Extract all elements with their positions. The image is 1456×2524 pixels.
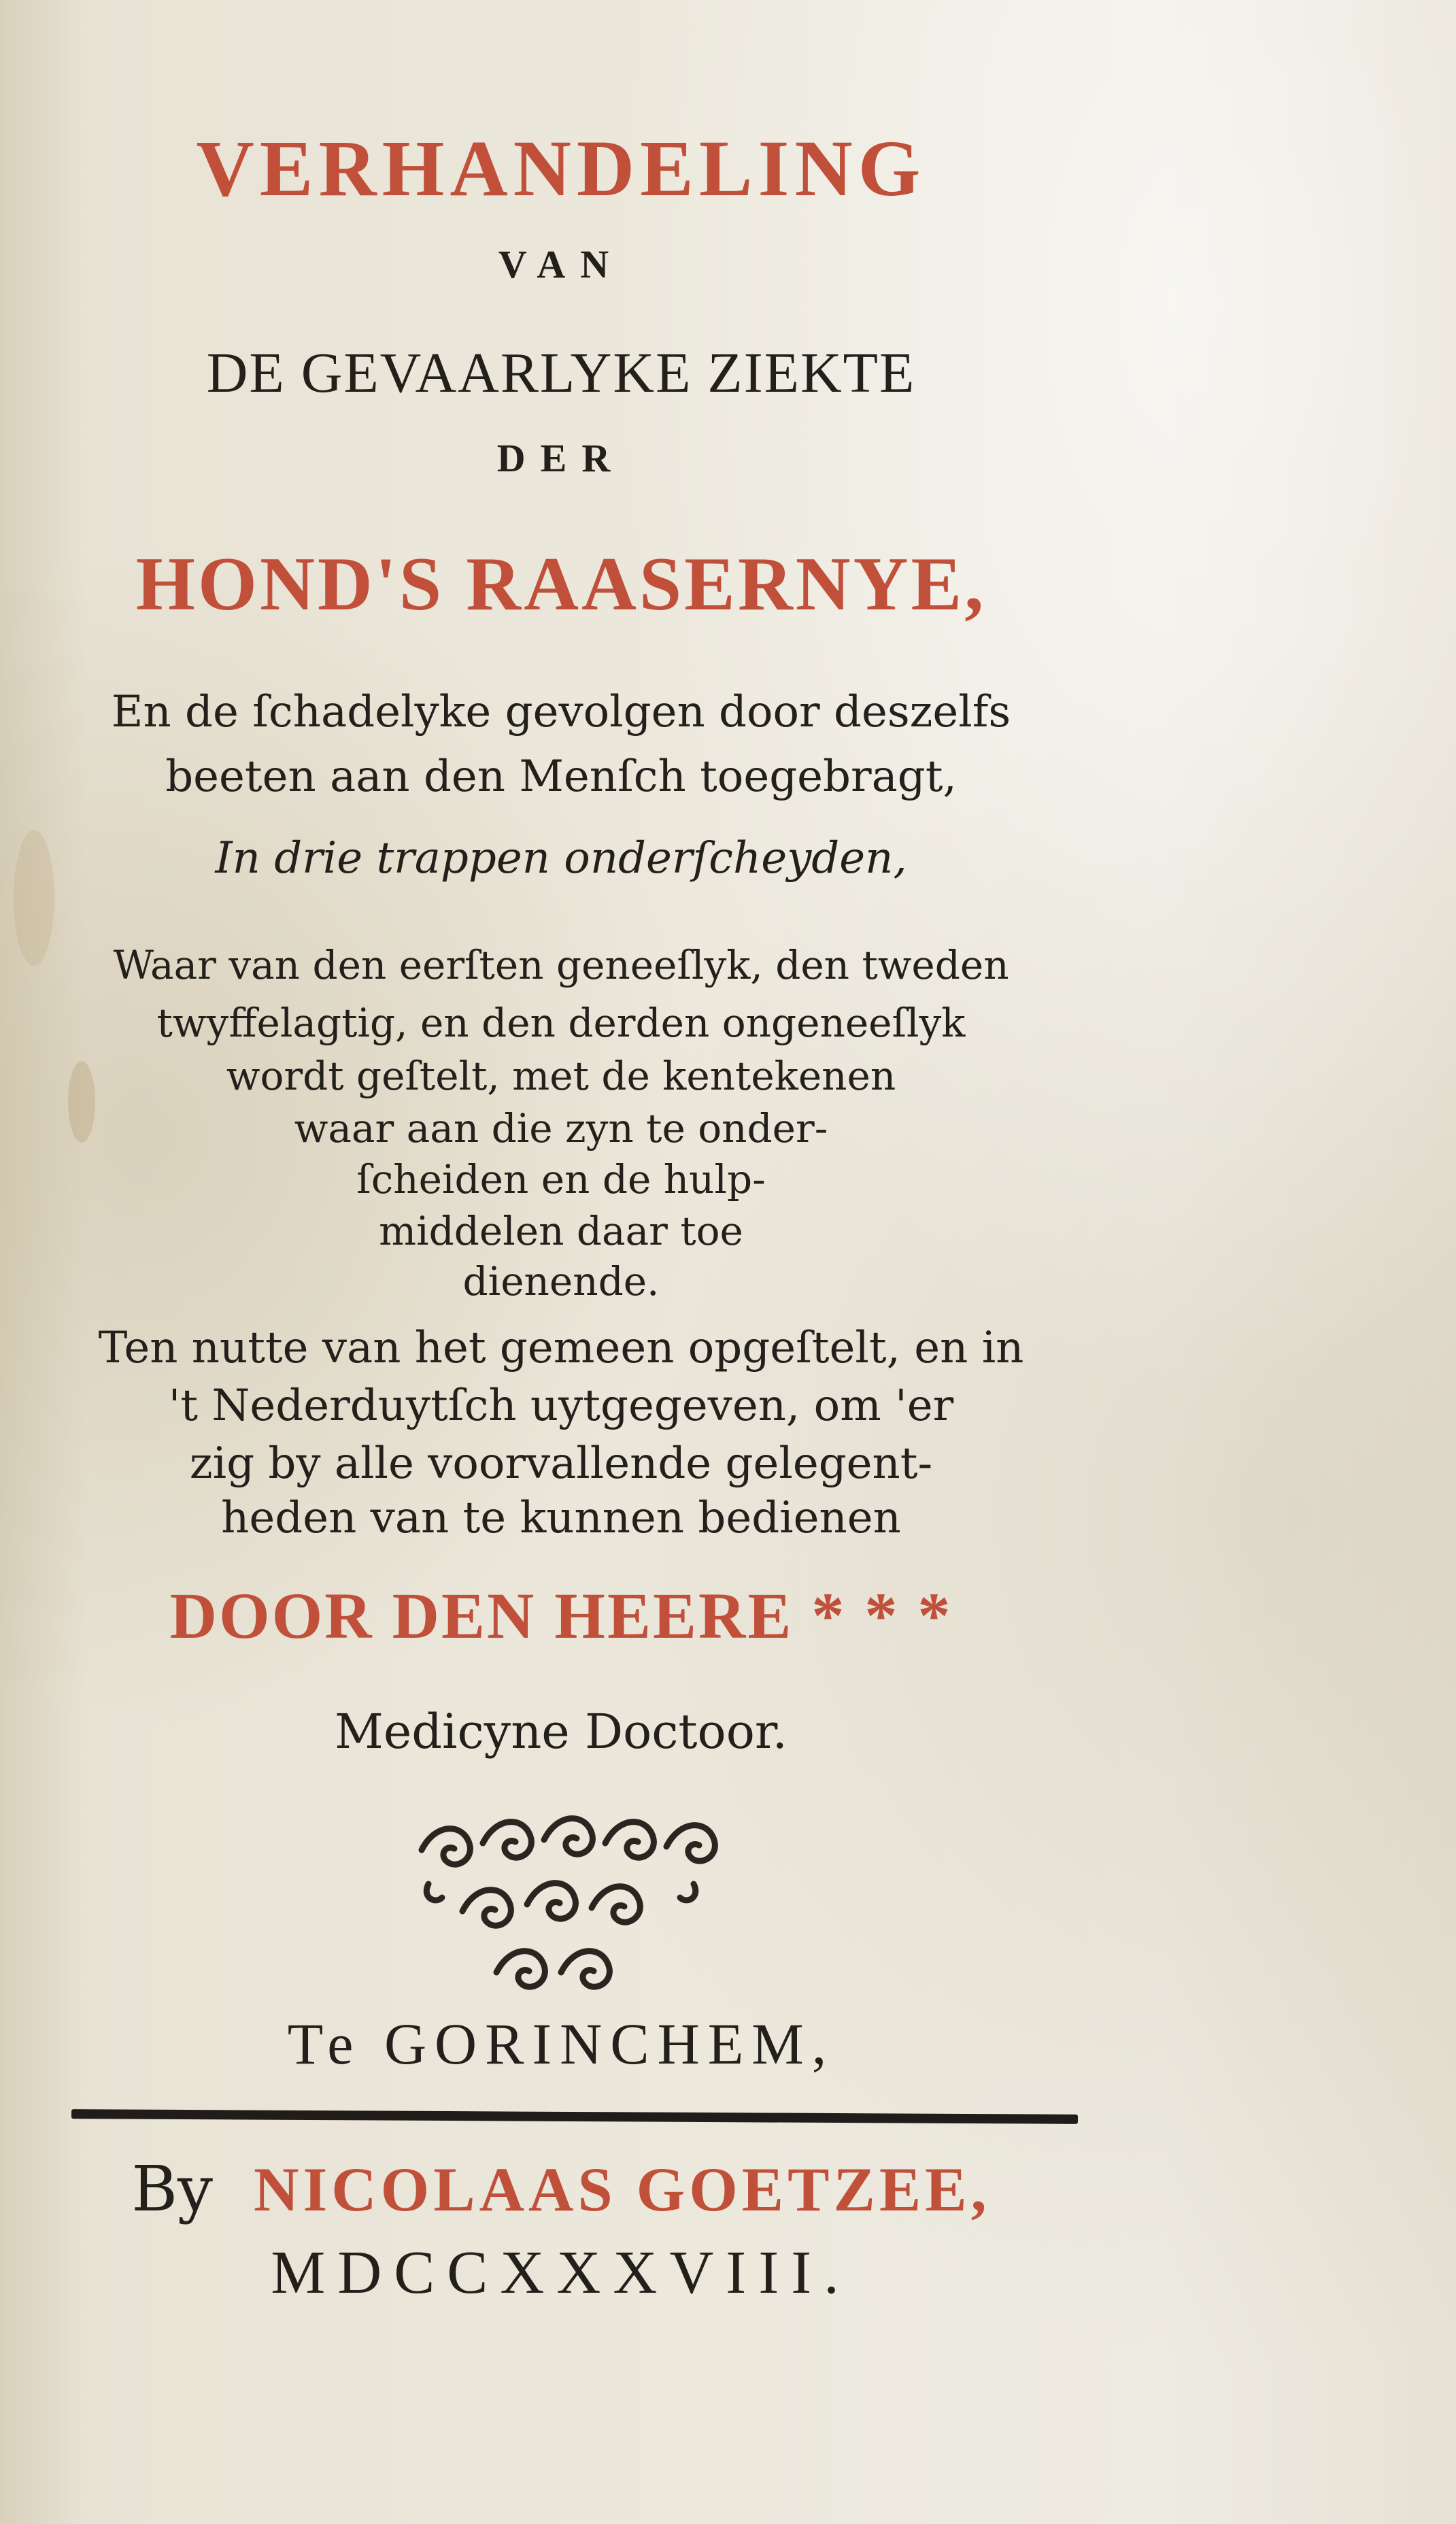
body-line-1: Waar van den eerſten geneeſlyk, den tweden [113,942,1009,988]
imprint-place: Te GORINCHEM, [287,2011,835,2076]
purpose-line-1: Ten nutte van het gemeen opgeſtelt, en in [98,1323,1024,1373]
imprint-rule [71,2109,1078,2124]
purpose-line-4: heden van te kunnen bedienen [221,1493,901,1543]
description-line-2: beeten aan den Menſch toegebragt, [165,752,957,802]
description-line-1: En de ſchadelyke gevolgen door deszelfs [111,687,1011,737]
description-line-3: In drie trappen onderſcheyden, [215,833,907,884]
printers-ornament-icon [408,1809,734,2013]
body-line-5: ſcheiden en de hulp- [356,1156,766,1202]
imprint-printer-line [0,2153,1122,2225]
van-line: VAN [498,242,624,286]
purpose-line-2: 't Nederduytſch uytgegeven, om 'er [168,1381,954,1431]
disease-title: HOND'S RAASERNYE, [135,542,987,626]
printer-name: NICOLAAS GOETZEE, [254,2155,991,2224]
body-line-6: middelen daar toe [379,1208,743,1254]
author-line: DOOR DEN HEERE * * * [169,1579,953,1652]
body-line-7: dienende. [462,1258,660,1305]
author-title: Medicyne Doctoor. [335,1704,788,1760]
der-line: DER [496,436,626,480]
imprint-year: MDCCXXXVIII. [271,2239,851,2306]
body-line-4: waar aan die zyn te onder- [294,1105,828,1151]
purpose-line-3: zig by alle voorvallende gelegent- [189,1438,933,1489]
body-line-3: wordt geſtelt, met de kentekenen [226,1053,896,1099]
subject-line: DE GEVAARLYKE ZIEKTE [206,341,916,405]
body-line-2: twyffelagtig, en den derden ongeneeſlyk [156,1000,966,1046]
title: VERHANDELING [196,124,926,213]
imprint-by: By [131,2153,213,2225]
